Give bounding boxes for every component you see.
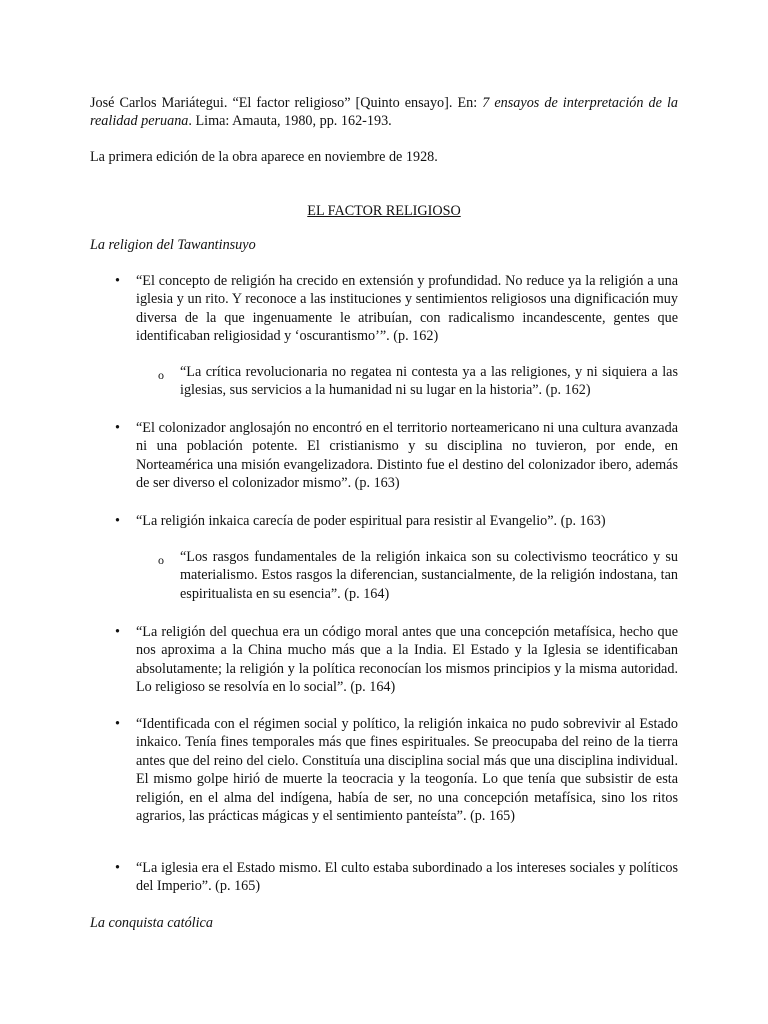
bullet-marker: • (115, 420, 120, 436)
citation-prefix: José Carlos Mariátegui. “El factor religioso” [Quinto ensayo]. En: (90, 95, 483, 111)
page-title: EL FACTOR RELIGIOSO (307, 203, 461, 219)
bullet-quote-1: “El concepto de religión ha crecido en extensión y profundidad. No reduce ya la religión a una iglesia y un rito. Y reconoce a las instituciones y sentimientos religiosos una dignificación muy diversa de la que ingenuamente le atribuían, con radicalismo incandescente, gentes que identificaban religiosidad y ‘oscurantismo’”. (p. 162) (136, 273, 678, 345)
sub-bullet-quote-2: “Los rasgos fundamentales de la religión inkaica son su colectivismo teocrático y su materialismo. Estos rasgos la diferencian, sustancialmente, de la religión indostana, tan espiritualista en su esencia”. (p. 164) (180, 549, 678, 602)
bullet-quote-4: “La religión del quechua era un código moral antes que una concepción metafísica, hecho que nos aproxima a la China mucho más que a la India. El Estado y la Iglesia se identificaban absolutamente; la religión y la política reconocían los mismos principios y la misma autoridad. Lo religioso se resolvía en lo social”. (p. 164) (136, 624, 678, 696)
sub-bullet-marker: o (158, 553, 164, 567)
bullet-quote-2: “El colonizador anglosajón no encontró en el territorio norteamericano ni una cultura avanzada ni una población potente. El cristianismo y su disciplina no tuvieron, por ende, en Norteamérica una misión evangelizadora. Distinto fue el destino del colonizador ibero, además de ser diverso el colonizador mismo”. (p. 163) (136, 420, 678, 492)
bullet-marker: • (115, 624, 120, 640)
section-heading-tawantinsuyo: La religion del Tawantinsuyo (90, 237, 256, 253)
section-heading-conquista: La conquista católica (90, 915, 213, 931)
bullet-marker: • (115, 273, 120, 289)
bullet-marker: • (115, 860, 120, 876)
citation-book-title: 7 ensayos de interpretación de la realidad peruana (90, 95, 678, 130)
bullet-quote-5: “Identificada con el régimen social y político, la religión inkaica no pudo sobrevivir al Estado inkaico. Tenía fines temporales más que fines espirituales. Se preocupaba del reino de la tierra antes que del reino del cielo. Constituía una disciplina social más que una disciplina individual. El mismo golpe hirió de muerte la teocracia y la teogonía. Lo que tenía que subsistir de esta religión, en el alma del indígena, había de ser, no una concepción metafísica, sino los ritos agrarios, las prácticas mágicas y el sentimiento panteísta”. (p. 165) (136, 716, 678, 825)
bullet-quote-6: “La iglesia era el Estado mismo. El culto estaba subordinado a los intereses sociales y políticos del Imperio”. (p. 165) (136, 860, 678, 895)
edition-note: La primera edición de la obra aparece en noviembre de 1928. (90, 149, 438, 165)
bullet-marker: • (115, 716, 120, 732)
sub-bullet-quote-1: “La crítica revolucionaria no regatea ni contesta ya a las religiones, y ni siquiera a las iglesias, sus servicios a la humanidad ni su lugar en la historia”. (p. 162) (180, 364, 678, 399)
sub-bullet-marker: o (158, 368, 164, 382)
citation (90, 94, 678, 131)
citation-suffix: . Lima: Amauta, 1980, pp. 162-193. (188, 113, 392, 130)
bullet-quote-3: “La religión inkaica carecía de poder espiritual para resistir al Evangelio”. (p. 163) (136, 513, 606, 529)
bullet-marker: • (115, 513, 120, 529)
